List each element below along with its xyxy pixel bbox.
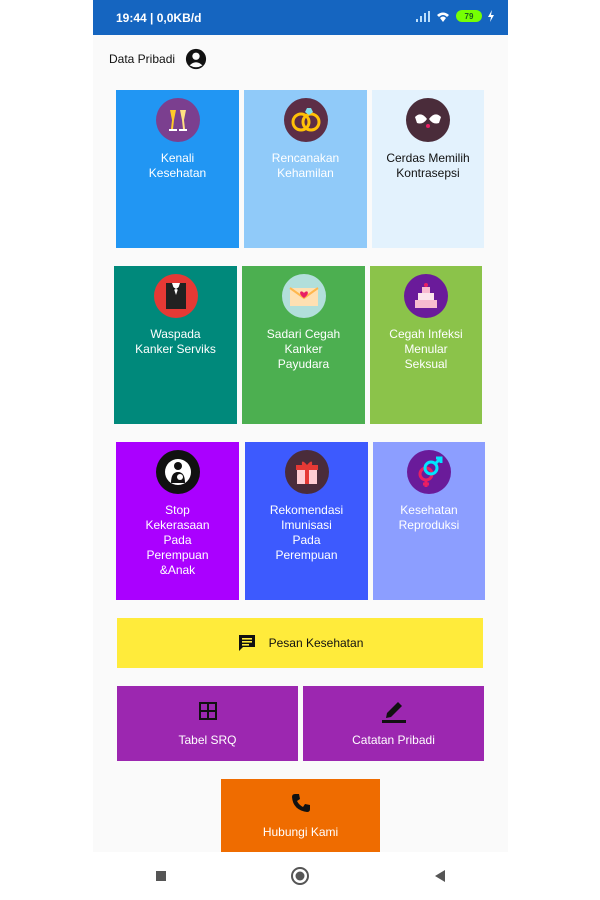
account-circle-icon[interactable] [185,48,207,70]
pesan-kesehatan-button[interactable] [117,618,483,668]
chat-icon [237,633,257,653]
catatan-pribadi-label: Catatan Pribadi [352,732,435,747]
mother-child-icon [156,450,200,494]
tile-rencanakan-kehamilan[interactable] [244,90,367,248]
tabel-srq-button[interactable] [117,686,298,761]
tile-label: Cerdas Memilih Kontrasepsi [386,151,470,180]
rings-icon [284,98,328,142]
tile-label: Cegah Infeksi Menular Seksual [389,327,463,371]
tile-label: Kenali Kesehatan [148,151,207,180]
grid-icon [198,701,218,721]
profile-header[interactable] [109,48,207,70]
tile-kenali-kesehatan[interactable] [116,90,239,248]
phone-icon [291,793,311,813]
tabel-srq-label: Tabel SRQ [178,732,237,747]
tile-kesehatan-reproduksi[interactable] [373,442,485,600]
tile-cegah-infeksi-menular-seksual[interactable] [370,266,482,424]
tile-label: Stop Kekerasaan Pada Perempuan &Anak [145,503,210,577]
page-title: Data Pribadi [109,52,176,66]
charging-icon [488,10,494,22]
hubungi-kami-button[interactable] [221,779,380,852]
status-icons [416,10,494,22]
signal-icon [416,11,430,22]
home-circle-icon[interactable] [290,866,310,886]
tile-label: Rekomendasi Imunisasi Pada Perempuan [269,503,344,562]
gender-icon [407,450,451,494]
tile-label: Waspada Kanker Serviks [135,327,216,356]
wedding-cake-icon [404,274,448,318]
tile-label: Kesehatan Reproduksi [398,503,460,532]
edit-pencil-icon [382,701,406,723]
status-time: 19:44 | 0,0KB/d [116,11,202,25]
wifi-icon [436,11,450,22]
battery-icon: 79 [456,10,482,22]
tile-sadari-cegah-kanker-payudara[interactable] [242,266,365,424]
champagne-icon [156,98,200,142]
tile-rekomendasi-imunisasi[interactable] [245,442,368,600]
system-nav-bar [93,852,508,900]
tile-stop-kekerasaan[interactable] [116,442,239,600]
love-letter-icon [282,274,326,318]
phone-screen [93,0,508,900]
tile-waspada-kanker-serviks[interactable] [114,266,237,424]
status-bar [93,0,508,35]
catatan-pribadi-button[interactable] [303,686,484,761]
pesan-kesehatan-label: Pesan Kesehatan [268,636,364,650]
doves-icon [406,98,450,142]
tile-cerdas-memilih-kontrasepsi[interactable] [372,90,484,248]
hubungi-kami-label: Hubungi Kami [262,824,339,839]
recents-square-icon[interactable] [154,869,168,883]
gift-icon [285,450,329,494]
tile-label: Sadari Cegah Kanker Payudara [266,327,341,371]
tile-label: Rencanakan Kehamilan [271,151,340,180]
tuxedo-icon [154,274,198,318]
back-triangle-icon[interactable] [433,869,447,883]
